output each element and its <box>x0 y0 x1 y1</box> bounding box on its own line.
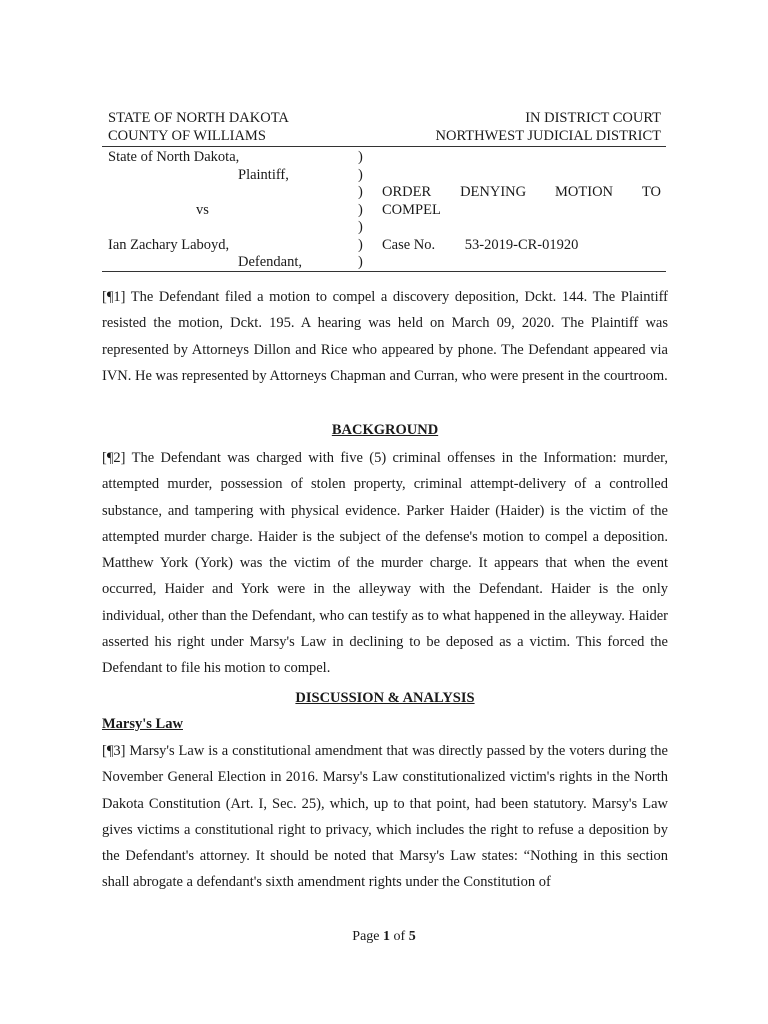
heading-discussion: DISCUSSION & ANALYSIS <box>295 690 475 706</box>
order-title-word: TO <box>641 184 661 200</box>
paren: ) <box>358 149 363 165</box>
paragraph-1: [¶1] The Defendant filed a motion to compel a discovery deposition, Dckt. 144. The Plaintiff resisted the motion, Dckt. 195. A hearing was held on March 09, 2020. The Plaintiff was represented by Attorneys Dillon and Rice who appeared by phone. The Defendant appeared via IVN. He was represented by Attorneys Chapman and Curran, who were present in the courtroom. <box>102 289 668 384</box>
total-pages: 5 <box>408 929 416 944</box>
defendant-role: Defendant, <box>238 254 303 270</box>
page-footer <box>0 929 768 945</box>
plaintiff-role: Plaintiff, <box>238 166 289 183</box>
case-no-label: Case No. <box>382 236 436 253</box>
order-title-line2: COMPEL <box>382 201 441 218</box>
order-title-word: DENYING <box>460 184 527 200</box>
paren: ) <box>358 201 363 218</box>
case-no-value: 53-2019-CR-01920 <box>464 236 579 253</box>
paren: ) <box>358 236 363 253</box>
order-title-line1 <box>382 184 661 202</box>
caption-parentheses <box>358 149 368 272</box>
county-line: COUNTY OF WILLIAMS <box>108 128 266 144</box>
blank-line <box>108 219 353 237</box>
case-number <box>382 237 662 255</box>
paragraph-2: [¶2] The Defendant was charged with five (5) criminal offenses in the Information: murder, attempted murder, possession of stolen property, criminal attempt-delivery of a controlled substance, and tampering with physical evidence. Parker Haider (Haider) is the victim of the attempted murder charge. Haider is the subject of the defense's motion to compel a deposition. Matthew York (York) was the victim of the murder charge. It appears that when the event occurred, Haider and York were in the alleyway with the Defendant. Haider is the only individual, other than the Defendant, who can testify as to what happened in the alleyway. Haider asserted his right under Marsy's Law in declining to be deposed as a victim. This forced the Defendant to file his motion to compel. <box>102 450 668 677</box>
order-title-word: ORDER <box>382 184 432 200</box>
heading-background: BACKGROUND <box>331 422 439 438</box>
versus-label: vs <box>196 201 209 218</box>
case-caption <box>108 149 668 271</box>
paren: ) <box>358 254 363 270</box>
defendant-name: Ian Zachary Laboyd, <box>108 236 230 253</box>
paren: ) <box>358 184 363 200</box>
paren: ) <box>358 166 363 183</box>
order-title-block <box>382 149 662 254</box>
parties-block <box>108 149 353 272</box>
caption-bottom-rule <box>102 271 666 272</box>
district-line: NORTHWEST JUDICIAL DISTRICT <box>435 128 661 144</box>
order-title-word: MOTION <box>555 184 614 200</box>
current-page: 1 <box>383 929 391 944</box>
of-label: of <box>393 929 406 944</box>
subheading-marsys-law: Marsy's Law <box>102 716 183 732</box>
caption-top-rule <box>102 146 666 147</box>
state-line: STATE OF NORTH DAKOTA <box>108 110 289 126</box>
paren: ) <box>358 219 363 235</box>
paragraph-3: [¶3] Marsy's Law is a constitutional amendment that was directly passed by the voters during the November General Election in 2016. Marsy's Law constitutionalized victim's rights in the North Dakota Constitution (Art. I, Sec. 25), which, up to that point, had been statutory. Marsy's Law gives victims a constitutional right to privacy, which includes the right to refuse a deposition by the Defendant's attorney. It should be noted that Marsy's Law states: “Nothing in this section shall abrogate a defendant's sixth amendment rights under the Constitution of <box>102 743 668 891</box>
court-line: IN DISTRICT COURT <box>525 110 661 126</box>
blank-line <box>108 184 353 202</box>
plaintiff-name: State of North Dakota, <box>108 149 240 165</box>
caption-header <box>108 109 661 145</box>
page-label: Page <box>352 929 380 944</box>
